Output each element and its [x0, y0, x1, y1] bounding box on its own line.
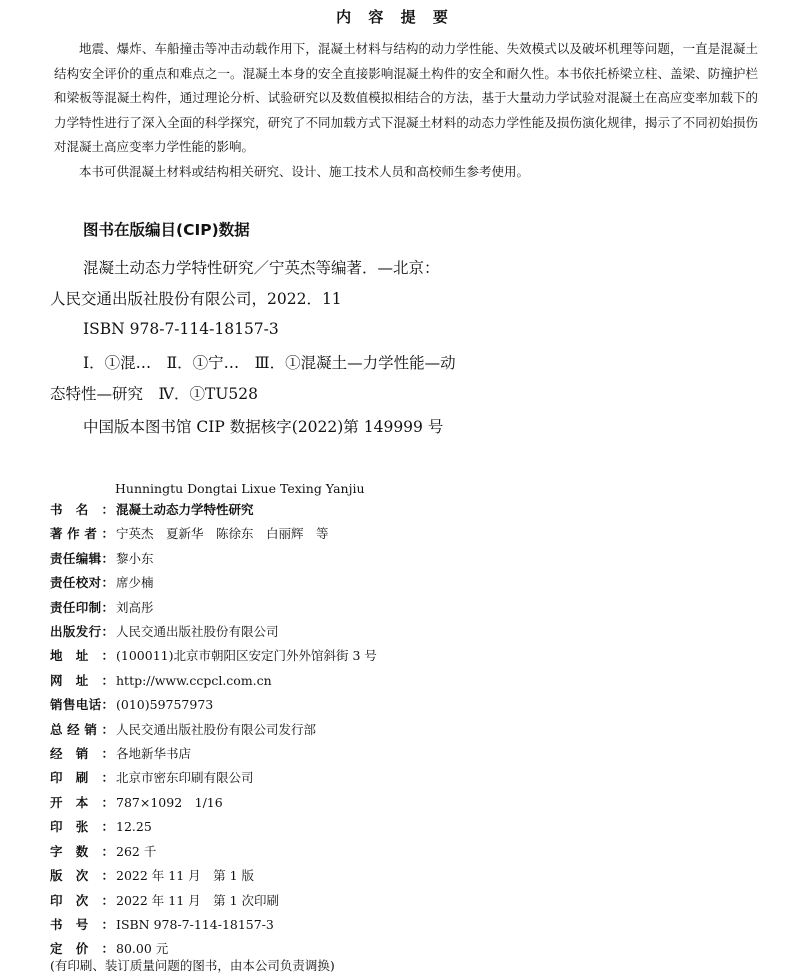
detail-label: 责 任 校 对 ： [50, 575, 114, 591]
detail-value: (100011)北京市朝阳区安定门外外馆斜街 3 号 [116, 648, 377, 664]
detail-row [50, 669, 750, 693]
detail-row [50, 742, 750, 766]
detail-row [50, 766, 750, 790]
cip-line: 态特性—研究 Ⅳ．①TU528 [50, 385, 258, 403]
cip-isbn: ISBN 978-7-114-18157-3 [83, 320, 279, 338]
detail-value: 刘高彤 [116, 599, 154, 615]
detail-row [50, 889, 750, 913]
detail-row [50, 596, 750, 620]
detail-value: 人民交通出版社股份有限公司 [116, 624, 279, 640]
detail-row [50, 864, 750, 888]
cip-title: 图书在版编目(CIP)数据 [83, 221, 250, 239]
detail-value: 北京市密东印刷有限公司 [116, 770, 254, 786]
summary-title: 内 容 提 要 [336, 8, 454, 26]
detail-row [50, 644, 750, 668]
detail-row [50, 840, 750, 864]
detail-label: 销 售 电 话 ： [50, 697, 114, 713]
detail-value: 各地新华书店 [116, 746, 192, 762]
detail-value: 混凝土动态力学特性研究 [116, 502, 254, 517]
detail-value: (010)59757973 [116, 697, 214, 713]
detail-label: 字 数 ： [50, 843, 114, 859]
title-transliteration: Hunningtu Dongtai Lixue Texing Yanjiu [115, 481, 365, 496]
detail-label: 印 次 ： [50, 892, 114, 908]
cip-line: Ⅰ．①混… Ⅱ．①宁… Ⅲ．①混凝土—力学性能—动 [83, 354, 456, 372]
summary-body [54, 37, 758, 184]
detail-value: 80.00 元 [116, 941, 169, 957]
detail-value: 12.25 [116, 819, 152, 835]
detail-value: 2022 年 11 月 第 1 次印刷 [116, 892, 280, 908]
detail-label: 著 作 者 ： [50, 526, 114, 542]
detail-row [50, 620, 750, 644]
detail-label: 书 名 ： [50, 502, 114, 517]
detail-label: 印 张 ： [50, 819, 114, 835]
detail-value: 262 千 [116, 843, 157, 859]
detail-label: 版 次 ： [50, 868, 114, 884]
detail-value: 席少楠 [116, 575, 154, 591]
detail-label: 印 刷 ： [50, 770, 114, 786]
detail-label: 责 任 编 辑 ： [50, 550, 114, 566]
detail-row [50, 693, 750, 717]
detail-value: 787×1092 1/16 [116, 794, 223, 810]
detail-value: 宁英杰 夏新华 陈徐东 白丽辉 等 [116, 526, 329, 542]
detail-row [50, 815, 750, 839]
detail-value: 黎小东 [116, 550, 154, 566]
summary-paragraph: 地震、爆炸、车船撞击等冲击动载作用下，混凝土材料与结构的动力学性能、失效模式以及破坏机理等问题，一直是混凝土结构安全评价的重点和难点之一。混凝土本身的安全直接影响混凝土构件的安全和耐久性。本书依托桥梁立柱、盖梁、防撞护栏和梁板等混凝土构件，通过理论分析、试验研究以及数值模拟相结合的方法，基于大量动力学试验对混凝土在高应变率加载下的力学特性进行了深入全面的科学探究，研究了不同加载方式下混凝土材料的动态力学性能及损伤演化规律，揭示了不同初始损伤对混凝土高应变率力学性能的影响。 [54, 41, 758, 154]
detail-row [50, 522, 750, 546]
detail-label: 定 价 ： [50, 941, 114, 957]
cip-number: 中国版本图书馆 CIP 数据核字(2022)第 149999 号 [83, 418, 444, 436]
detail-label: 地 址 ： [50, 648, 114, 664]
detail-value: 人民交通出版社股份有限公司发行部 [116, 721, 317, 737]
cip-line: 人民交通出版社股份有限公司，2022．11 [50, 290, 342, 308]
detail-row [50, 571, 750, 595]
detail-label: 出 版 发 行 ： [50, 624, 114, 640]
detail-label: 总 经 销 ： [50, 721, 114, 737]
detail-row [50, 791, 750, 815]
detail-label: 经 销 ： [50, 746, 114, 762]
detail-row [50, 498, 750, 522]
cip-line: 混凝土动态力学特性研究／宁英杰等编著．—北京： [83, 259, 440, 277]
publication-details [50, 498, 750, 962]
summary-paragraph: 本书可供混凝土材料或结构相关研究、设计、施工技术人员和高校师生参考使用。 [79, 163, 530, 179]
detail-row [50, 547, 750, 571]
detail-label: 开 本 ： [50, 794, 114, 810]
detail-value: 2022 年 11 月 第 1 版 [116, 868, 255, 884]
detail-value: ISBN 978-7-114-18157-3 [116, 916, 274, 932]
detail-row [50, 718, 750, 742]
detail-value: http://www.ccpcl.com.cn [116, 672, 272, 688]
detail-label: 书 号 ： [50, 916, 114, 932]
detail-label: 责 任 印 制 ： [50, 599, 114, 615]
detail-label: 网 址 ： [50, 672, 114, 688]
footer-note: (有印刷、装订质量问题的图书，由本公司负责调换) [50, 958, 335, 973]
detail-row [50, 913, 750, 937]
